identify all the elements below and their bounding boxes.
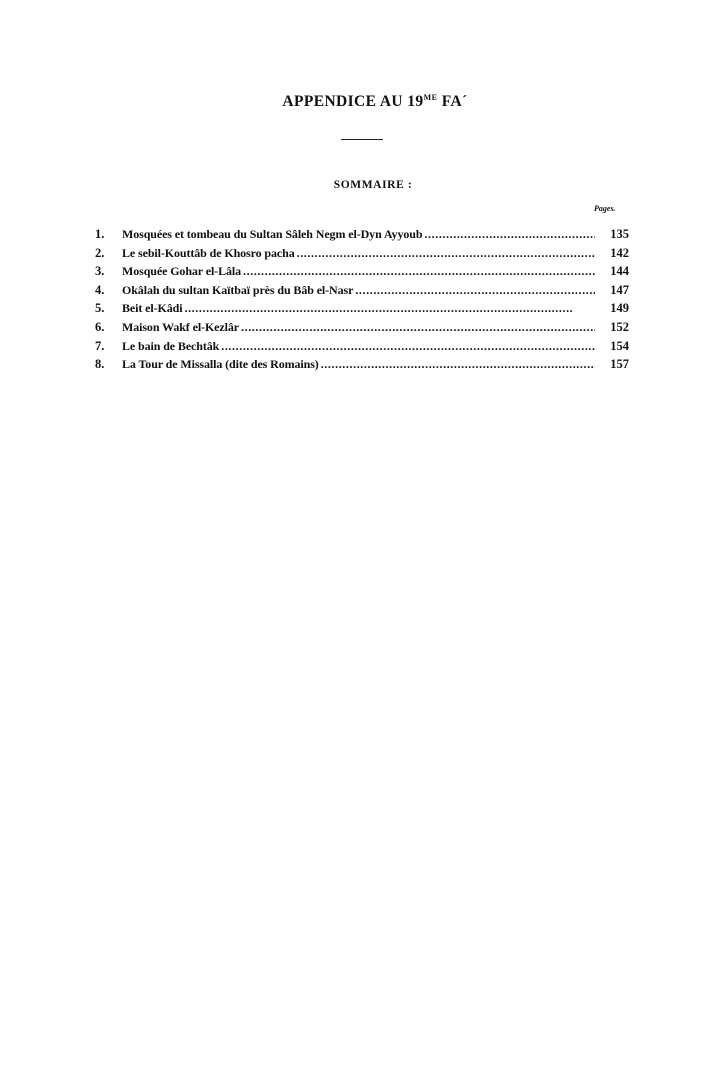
toc-number: 1. xyxy=(95,227,105,241)
leader-dots xyxy=(422,227,595,242)
toc-page-number: 154 xyxy=(610,338,629,353)
leader-dots xyxy=(295,246,595,261)
toc-number: 3. xyxy=(95,264,105,279)
toc-title: Mosquées et tombeau du Sultan Sâleh Negm el-Dyn Ayyoub xyxy=(122,227,423,241)
toc-entry xyxy=(95,283,629,302)
toc-number: 7. xyxy=(95,338,105,353)
toc-entry xyxy=(95,320,629,339)
toc-title: Le sebil-Kouttâb de Khosro pacha xyxy=(122,245,295,260)
toc-entry xyxy=(95,357,629,376)
toc-number: 2. xyxy=(95,245,105,260)
toc-title: Maison Wakf el-Kezlâr xyxy=(122,319,239,334)
toc-page-number: 147 xyxy=(610,282,629,297)
title-superscript: ME xyxy=(423,93,438,102)
toc-entry xyxy=(95,301,629,320)
toc-entry xyxy=(95,246,629,265)
leader-dots xyxy=(319,357,595,372)
leader-dots xyxy=(241,264,595,279)
toc-page-number: 149 xyxy=(610,301,629,316)
title-end: FA´ xyxy=(437,93,468,110)
page-title xyxy=(0,93,720,111)
toc-number: 4. xyxy=(95,282,105,297)
pages-column-label: Pages. xyxy=(594,204,616,213)
section-heading: SOMMAIRE : xyxy=(333,179,413,191)
toc-title: La Tour de Missalla (dite des Romains) xyxy=(122,357,319,372)
toc-title: Le bain de Bechtâk xyxy=(122,338,220,353)
leader-dots xyxy=(353,283,595,298)
leader-dots xyxy=(239,320,595,335)
toc-page-number: 152 xyxy=(610,319,629,334)
toc-number: 5. xyxy=(95,301,105,316)
toc-entry xyxy=(95,227,629,246)
title-main: APPENDICE AU 19 xyxy=(282,93,424,110)
toc-number: 8. xyxy=(95,357,105,372)
toc-page-number: 142 xyxy=(610,245,629,260)
table-of-contents xyxy=(95,227,629,376)
toc-entry xyxy=(95,264,629,283)
toc-title: Okâlah du sultan Kaïtbaï près du Bâb el-Nasr xyxy=(122,282,354,297)
toc-title: Beit el-Kâdi xyxy=(122,301,183,316)
toc-page-number: 144 xyxy=(610,264,629,279)
toc-number: 6. xyxy=(95,319,105,334)
toc-title: Mosquée Gohar el-Lâla xyxy=(122,264,242,279)
toc-page-number: 135 xyxy=(610,227,629,241)
leader-dots xyxy=(182,301,595,316)
toc-page-number: 157 xyxy=(610,357,629,372)
title-rule xyxy=(341,139,383,140)
toc-entry xyxy=(95,339,629,358)
leader-dots xyxy=(219,339,595,354)
